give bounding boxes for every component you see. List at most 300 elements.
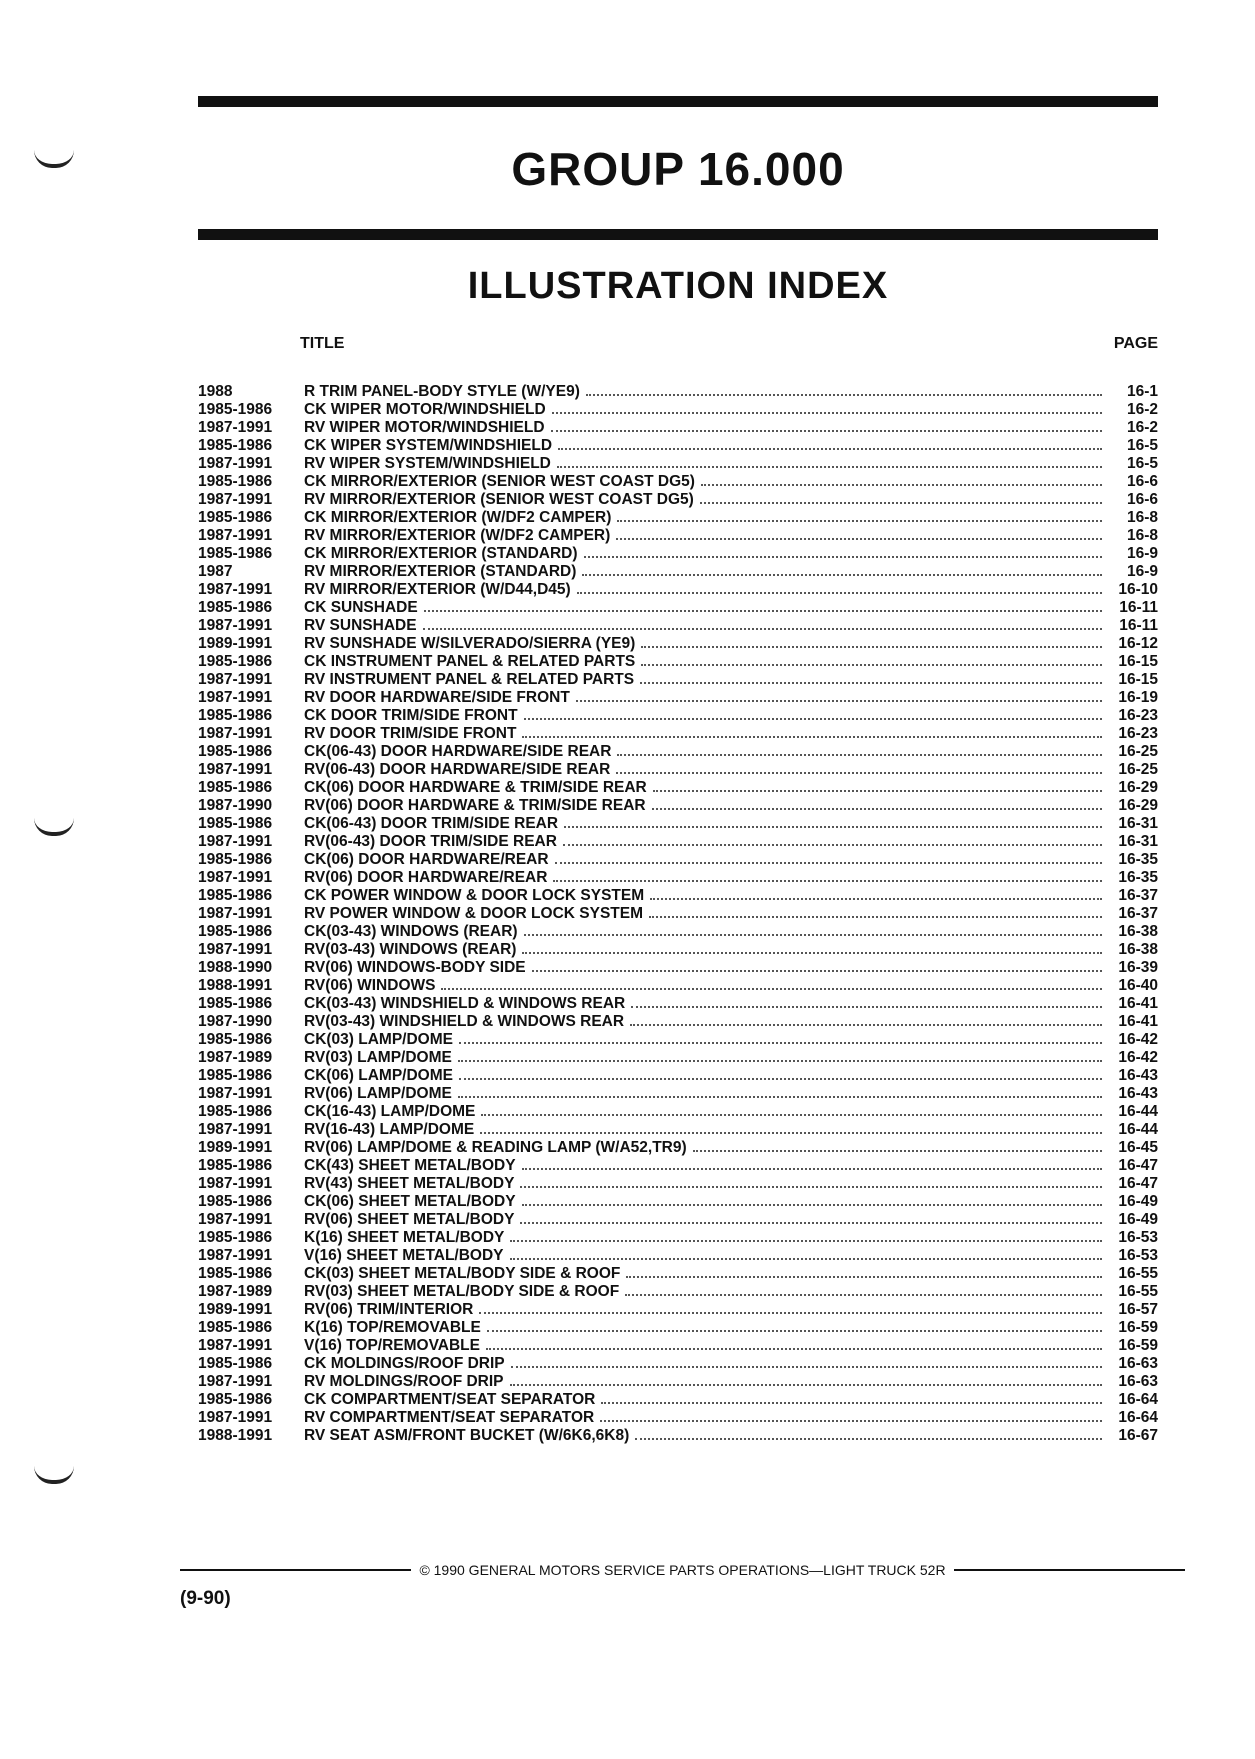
entry-year: 1988-1990 xyxy=(198,959,273,976)
index-entry xyxy=(198,562,1158,580)
dot-leader xyxy=(459,1066,1102,1080)
entry-title: CK(06) SHEET METAL/BODY xyxy=(304,1193,516,1210)
entry-page: 16-59 xyxy=(1118,1337,1158,1354)
index-entry xyxy=(198,742,1158,760)
dot-leader xyxy=(522,1192,1102,1206)
dot-leader xyxy=(563,832,1102,846)
entry-title: RV DOOR TRIM/SIDE FRONT xyxy=(304,725,517,742)
dot-leader xyxy=(652,796,1102,810)
entry-title: CK MIRROR/EXTERIOR (STANDARD) xyxy=(304,545,578,562)
entry-year: 1987-1991 xyxy=(198,905,273,922)
entry-title: RV(06-43) DOOR TRIM/SIDE REAR xyxy=(304,833,557,850)
entry-title: CK DOOR TRIM/SIDE FRONT xyxy=(304,707,518,724)
index-entry xyxy=(198,1300,1158,1318)
index-entry xyxy=(198,922,1158,940)
dot-leader xyxy=(532,958,1102,972)
entry-page: 16-29 xyxy=(1118,797,1158,814)
punch-hole-mark xyxy=(34,1466,74,1484)
entry-year: 1985-1986 xyxy=(198,815,273,832)
entry-title: K(16) TOP/REMOVABLE xyxy=(304,1319,481,1336)
entry-year: 1987-1991 xyxy=(198,671,273,688)
dot-leader xyxy=(487,1318,1102,1332)
entry-title: CK SUNSHADE xyxy=(304,599,418,616)
entry-title: CK(03-43) WINDOWS (REAR) xyxy=(304,923,518,940)
entry-year: 1985-1986 xyxy=(198,1067,273,1084)
entry-year: 1987-1991 xyxy=(198,455,273,472)
entry-year: 1985-1986 xyxy=(198,599,273,616)
dot-leader xyxy=(423,616,1102,630)
entry-page: 16-67 xyxy=(1118,1427,1158,1444)
dot-leader xyxy=(617,742,1102,756)
entry-year: 1985-1986 xyxy=(198,1229,273,1246)
dot-leader xyxy=(630,1012,1102,1026)
entry-page: 16-43 xyxy=(1118,1067,1158,1084)
entry-title: RV MOLDINGS/ROOF DRIP xyxy=(304,1373,504,1390)
index-entry xyxy=(198,796,1158,814)
entry-page: 16-9 xyxy=(1126,563,1158,580)
entry-year: 1985-1986 xyxy=(198,1031,273,1048)
dot-leader xyxy=(481,1102,1102,1116)
entry-title: RV MIRROR/EXTERIOR (SENIOR WEST COAST DG5) xyxy=(304,491,694,508)
entry-page: 16-38 xyxy=(1118,941,1158,958)
entry-year: 1985-1986 xyxy=(198,1319,273,1336)
entry-title: RV MIRROR/EXTERIOR (W/DF2 CAMPER) xyxy=(304,527,611,544)
dot-leader xyxy=(631,994,1102,1008)
index-entry xyxy=(198,940,1158,958)
punch-hole-mark xyxy=(34,818,74,836)
index-entry xyxy=(198,1102,1158,1120)
index-entry xyxy=(198,634,1158,652)
entry-page: 16-23 xyxy=(1118,707,1158,724)
index-entry xyxy=(198,616,1158,634)
entry-title: RV(06) DOOR HARDWARE/REAR xyxy=(304,869,548,886)
entry-year: 1985-1986 xyxy=(198,653,273,670)
dot-leader xyxy=(577,580,1102,594)
entry-title: CK POWER WINDOW & DOOR LOCK SYSTEM xyxy=(304,887,645,904)
entry-page: 16-25 xyxy=(1118,761,1158,778)
footer-rule-right xyxy=(954,1569,1185,1571)
entry-title: CK MIRROR/EXTERIOR (W/DF2 CAMPER) xyxy=(304,509,612,526)
entry-year: 1985-1986 xyxy=(198,779,273,796)
dot-leader xyxy=(616,760,1102,774)
entry-year: 1987 xyxy=(198,563,233,580)
entry-page: 16-55 xyxy=(1118,1265,1158,1282)
entry-year: 1985-1986 xyxy=(198,851,273,868)
entry-title: RV DOOR HARDWARE/SIDE FRONT xyxy=(304,689,570,706)
entry-page: 16-29 xyxy=(1118,779,1158,796)
dot-leader xyxy=(640,670,1102,684)
entry-page: 16-31 xyxy=(1118,833,1158,850)
index-entry xyxy=(198,1012,1158,1030)
entry-page: 16-37 xyxy=(1118,887,1158,904)
group-title: GROUP 16.000 xyxy=(511,143,845,195)
dot-leader xyxy=(641,652,1102,666)
dot-leader xyxy=(557,454,1102,468)
index-entry xyxy=(198,382,1158,400)
entry-year: 1987-1991 xyxy=(198,869,273,886)
entry-title: RV(03) SHEET METAL/BODY SIDE & ROOF xyxy=(304,1283,620,1300)
entry-year: 1987-1991 xyxy=(198,689,273,706)
entry-title: CK(06) DOOR HARDWARE/REAR xyxy=(304,851,549,868)
dot-leader xyxy=(479,1300,1102,1314)
index-entry xyxy=(198,1408,1158,1426)
entry-year: 1987-1991 xyxy=(198,1085,273,1102)
dot-leader xyxy=(649,904,1102,918)
entry-page: 16-41 xyxy=(1118,1013,1158,1030)
dot-leader xyxy=(486,1336,1102,1350)
entry-year: 1989-1991 xyxy=(198,1139,273,1156)
entry-year: 1989-1991 xyxy=(198,1301,273,1318)
entry-year: 1987-1991 xyxy=(198,1211,273,1228)
entry-page: 16-10 xyxy=(1118,581,1158,598)
dot-leader xyxy=(551,418,1102,432)
entry-page: 16-64 xyxy=(1118,1391,1158,1408)
entry-page: 16-39 xyxy=(1118,959,1158,976)
entry-title: RV(06) DOOR HARDWARE & TRIM/SIDE REAR xyxy=(304,797,646,814)
dot-leader xyxy=(576,688,1102,702)
entry-year: 1988-1991 xyxy=(198,977,273,994)
entry-title: CK(06) DOOR HARDWARE & TRIM/SIDE REAR xyxy=(304,779,647,796)
entry-title: CK WIPER SYSTEM/WINDSHIELD xyxy=(304,437,553,454)
index-entry xyxy=(198,868,1158,886)
entry-page: 16-11 xyxy=(1119,617,1158,634)
entry-page: 16-53 xyxy=(1118,1229,1158,1246)
entry-page: 16-40 xyxy=(1118,977,1158,994)
entry-year: 1985-1986 xyxy=(198,743,273,760)
entry-year: 1985-1986 xyxy=(198,1157,273,1174)
entry-year: 1987-1991 xyxy=(198,1121,273,1138)
index-entry xyxy=(198,1282,1158,1300)
entry-year: 1985-1986 xyxy=(198,1265,273,1282)
index-entry xyxy=(198,1084,1158,1102)
index-entry xyxy=(198,1354,1158,1372)
entry-title: CK(06-43) DOOR HARDWARE/SIDE REAR xyxy=(304,743,612,760)
index-entry xyxy=(198,1120,1158,1138)
entry-year: 1985-1986 xyxy=(198,1103,273,1120)
entry-title: RV(06) SHEET METAL/BODY xyxy=(304,1211,515,1228)
entry-page: 16-9 xyxy=(1126,545,1158,562)
entry-page: 16-5 xyxy=(1126,455,1158,472)
entry-title: RV(16-43) LAMP/DOME xyxy=(304,1121,475,1138)
entry-year: 1985-1986 xyxy=(198,509,273,526)
index-entry xyxy=(198,1246,1158,1264)
index-entry xyxy=(198,526,1158,544)
entry-title: CK(03) SHEET METAL/BODY SIDE & ROOF xyxy=(304,1265,621,1282)
entry-title: CK(06) LAMP/DOME xyxy=(304,1067,453,1084)
entry-year: 1987-1991 xyxy=(198,419,273,436)
dot-leader xyxy=(635,1426,1102,1440)
entry-page: 16-2 xyxy=(1126,401,1158,418)
entry-page: 16-6 xyxy=(1126,491,1158,508)
index-entry xyxy=(198,724,1158,742)
dot-leader xyxy=(564,814,1102,828)
entry-page: 16-55 xyxy=(1118,1283,1158,1300)
entry-title: CK(03-43) WINDSHIELD & WINDOWS REAR xyxy=(304,995,626,1012)
entry-page: 16-42 xyxy=(1118,1049,1158,1066)
index-entry xyxy=(198,778,1158,796)
entry-page: 16-49 xyxy=(1118,1193,1158,1210)
entry-year: 1985-1986 xyxy=(198,401,273,418)
entry-page: 16-49 xyxy=(1118,1211,1158,1228)
entry-title: RV MIRROR/EXTERIOR (W/D44,D45) xyxy=(304,581,571,598)
entry-title: CK(16-43) LAMP/DOME xyxy=(304,1103,476,1120)
dot-leader xyxy=(458,1048,1102,1062)
entry-page: 16-59 xyxy=(1118,1319,1158,1336)
entry-year: 1987-1990 xyxy=(198,797,273,814)
dot-leader xyxy=(510,1228,1102,1242)
index-entry xyxy=(198,706,1158,724)
entry-year: 1985-1986 xyxy=(198,1193,273,1210)
dot-leader xyxy=(424,598,1102,612)
index-entry xyxy=(198,760,1158,778)
entry-year: 1985-1986 xyxy=(198,473,273,490)
entry-year: 1987-1991 xyxy=(198,1337,273,1354)
entry-title: RV INSTRUMENT PANEL & RELATED PARTS xyxy=(304,671,635,688)
index-entry xyxy=(198,1426,1158,1444)
entry-page: 16-41 xyxy=(1118,995,1158,1012)
entry-page: 16-8 xyxy=(1126,527,1158,544)
index-entry xyxy=(198,436,1158,454)
index-entry xyxy=(198,1192,1158,1210)
entry-title: RV(06-43) DOOR HARDWARE/SIDE REAR xyxy=(304,761,611,778)
dot-leader xyxy=(693,1138,1102,1152)
entry-page: 16-19 xyxy=(1118,689,1158,706)
entry-year: 1988 xyxy=(198,383,233,400)
dot-leader xyxy=(459,1030,1102,1044)
entry-title: RV MIRROR/EXTERIOR (STANDARD) xyxy=(304,563,577,580)
entry-year: 1985-1986 xyxy=(198,545,273,562)
entry-title: K(16) SHEET METAL/BODY xyxy=(304,1229,505,1246)
index-entry xyxy=(198,1318,1158,1336)
index-title: ILLUSTRATION INDEX xyxy=(467,265,889,307)
page-code: (9-90) xyxy=(180,1588,231,1609)
dot-leader xyxy=(625,1282,1102,1296)
entry-title: RV SUNSHADE W/SILVERADO/SIERRA (YE9) xyxy=(304,635,636,652)
dot-leader xyxy=(558,436,1102,450)
entry-page: 16-1 xyxy=(1126,383,1158,400)
entry-year: 1985-1986 xyxy=(198,995,273,1012)
index-entry xyxy=(198,1174,1158,1192)
entry-title: CK MOLDINGS/ROOF DRIP xyxy=(304,1355,505,1372)
index-entry xyxy=(198,886,1158,904)
index-entry xyxy=(198,1336,1158,1354)
dot-leader xyxy=(600,1408,1102,1422)
middle-rule xyxy=(198,229,1158,240)
entry-page: 16-42 xyxy=(1118,1031,1158,1048)
entry-year: 1987-1991 xyxy=(198,617,273,634)
entry-page: 16-25 xyxy=(1118,743,1158,760)
dot-leader xyxy=(524,922,1102,936)
entry-title: R TRIM PANEL-BODY STYLE (W/YE9) xyxy=(304,383,580,400)
entry-year: 1985-1986 xyxy=(198,1391,273,1408)
entry-page: 16-63 xyxy=(1118,1373,1158,1390)
dot-leader xyxy=(458,1084,1102,1098)
entry-title: CK COMPARTMENT/SEAT SEPARATOR xyxy=(304,1391,596,1408)
index-entry xyxy=(198,904,1158,922)
entry-page: 16-63 xyxy=(1118,1355,1158,1372)
index-entry xyxy=(198,1156,1158,1174)
entry-year: 1987-1991 xyxy=(198,1409,273,1426)
entry-title: RV SEAT ASM/FRONT BUCKET (W/6K6,6K8) xyxy=(304,1427,630,1444)
index-entry xyxy=(198,454,1158,472)
entry-title: V(16) SHEET METAL/BODY xyxy=(304,1247,504,1264)
dot-leader xyxy=(520,1174,1102,1188)
dot-leader xyxy=(441,976,1102,990)
index-entry xyxy=(198,1030,1158,1048)
dot-leader xyxy=(653,778,1102,792)
punch-hole-mark xyxy=(34,150,74,168)
index-entry xyxy=(198,850,1158,868)
dot-leader xyxy=(522,940,1102,954)
entry-year: 1987-1991 xyxy=(198,941,273,958)
entry-page: 16-64 xyxy=(1118,1409,1158,1426)
entry-page: 16-23 xyxy=(1118,725,1158,742)
index-entry xyxy=(198,1228,1158,1246)
entry-title: CK(03) LAMP/DOME xyxy=(304,1031,453,1048)
index-entry xyxy=(198,1048,1158,1066)
entry-page: 16-57 xyxy=(1118,1301,1158,1318)
entry-year: 1987-1991 xyxy=(198,1175,273,1192)
entry-page: 16-44 xyxy=(1118,1103,1158,1120)
index-entry xyxy=(198,418,1158,436)
entry-page: 16-31 xyxy=(1118,815,1158,832)
index-entry xyxy=(198,652,1158,670)
dot-leader xyxy=(524,706,1102,720)
entry-year: 1985-1986 xyxy=(198,887,273,904)
entry-year: 1987-1991 xyxy=(198,1373,273,1390)
entry-title: CK(06-43) DOOR TRIM/SIDE REAR xyxy=(304,815,559,832)
index-entry xyxy=(198,1138,1158,1156)
dot-leader xyxy=(626,1264,1102,1278)
entry-year: 1987-1991 xyxy=(198,761,273,778)
entry-page: 16-47 xyxy=(1118,1157,1158,1174)
entry-page: 16-11 xyxy=(1119,599,1158,616)
entry-page: 16-45 xyxy=(1118,1139,1158,1156)
dot-leader xyxy=(601,1390,1102,1404)
dot-leader xyxy=(511,1354,1102,1368)
entry-title: RV(06) LAMP/DOME & READING LAMP (W/A52,TR9) xyxy=(304,1139,687,1156)
index-entry xyxy=(198,1372,1158,1390)
entry-year: 1987-1991 xyxy=(198,581,273,598)
entry-title: RV COMPARTMENT/SEAT SEPARATOR xyxy=(304,1409,595,1426)
entry-page: 16-15 xyxy=(1118,671,1158,688)
entry-year: 1988-1991 xyxy=(198,1427,273,1444)
entry-year: 1987-1989 xyxy=(198,1049,273,1066)
entry-year: 1987-1989 xyxy=(198,1283,273,1300)
entry-year: 1985-1986 xyxy=(198,707,273,724)
entry-title: RV WIPER MOTOR/WINDSHIELD xyxy=(304,419,545,436)
entry-title: RV(03) LAMP/DOME xyxy=(304,1049,452,1066)
copyright-text: © 1990 GENERAL MOTORS SERVICE PARTS OPERATIONS—LIGHT TRUCK 52R xyxy=(419,1562,946,1578)
index-entry xyxy=(198,472,1158,490)
entry-page: 16-35 xyxy=(1118,851,1158,868)
index-entry xyxy=(198,832,1158,850)
entry-page: 16-35 xyxy=(1118,869,1158,886)
index-entry xyxy=(198,670,1158,688)
entry-title: RV(06) WINDOWS xyxy=(304,977,436,994)
entry-page: 16-47 xyxy=(1118,1175,1158,1192)
entry-page: 16-2 xyxy=(1126,419,1158,436)
index-entry xyxy=(198,598,1158,616)
entry-year: 1987-1990 xyxy=(198,1013,273,1030)
dot-leader xyxy=(510,1246,1102,1260)
entry-year: 1985-1986 xyxy=(198,1355,273,1372)
dot-leader xyxy=(520,1210,1102,1224)
entry-title: CK WIPER MOTOR/WINDSHIELD xyxy=(304,401,546,418)
dot-leader xyxy=(586,382,1102,396)
index-entry xyxy=(198,490,1158,508)
entry-title: RV(03-43) WINDSHIELD & WINDOWS REAR xyxy=(304,1013,625,1030)
index-entry xyxy=(198,544,1158,562)
entry-year: 1985-1986 xyxy=(198,923,273,940)
entry-title: RV(06) WINDOWS-BODY SIDE xyxy=(304,959,526,976)
dot-leader xyxy=(641,634,1102,648)
entry-title: RV WIPER SYSTEM/WINDSHIELD xyxy=(304,455,551,472)
entry-year: 1989-1991 xyxy=(198,635,273,652)
entry-year: 1987-1991 xyxy=(198,833,273,850)
entry-page: 16-44 xyxy=(1118,1121,1158,1138)
dot-leader xyxy=(617,508,1102,522)
entry-title: CK MIRROR/EXTERIOR (SENIOR WEST COAST DG5) xyxy=(304,473,695,490)
entry-title: CK INSTRUMENT PANEL & RELATED PARTS xyxy=(304,653,636,670)
dot-leader xyxy=(480,1120,1102,1134)
entry-year: 1987-1991 xyxy=(198,1247,273,1264)
dot-leader xyxy=(555,850,1102,864)
column-header-page: PAGE xyxy=(1113,335,1158,352)
index-entry xyxy=(198,994,1158,1012)
column-header-title: TITLE xyxy=(300,335,345,352)
entry-page: 16-43 xyxy=(1118,1085,1158,1102)
index-entry xyxy=(198,400,1158,418)
entry-title: V(16) TOP/REMOVABLE xyxy=(304,1337,480,1354)
index-entry xyxy=(198,688,1158,706)
dot-leader xyxy=(701,472,1102,486)
index-entry xyxy=(198,958,1158,976)
top-rule xyxy=(198,96,1158,107)
entry-title: RV(06) TRIM/INTERIOR xyxy=(304,1301,474,1318)
dot-leader xyxy=(510,1372,1102,1386)
footer-rule-left xyxy=(180,1569,411,1571)
entry-page: 16-37 xyxy=(1118,905,1158,922)
entry-title: CK(43) SHEET METAL/BODY xyxy=(304,1157,516,1174)
dot-leader xyxy=(522,1156,1102,1170)
entry-page: 16-6 xyxy=(1126,473,1158,490)
entry-year: 1987-1991 xyxy=(198,491,273,508)
entry-title: RV(06) LAMP/DOME xyxy=(304,1085,452,1102)
entry-page: 16-38 xyxy=(1118,923,1158,940)
entry-title: RV(03-43) WINDOWS (REAR) xyxy=(304,941,517,958)
dot-leader xyxy=(584,544,1102,558)
dot-leader xyxy=(522,724,1102,738)
index-entry xyxy=(198,1210,1158,1228)
index-entry xyxy=(198,580,1158,598)
index-entry xyxy=(198,1390,1158,1408)
entry-title: RV POWER WINDOW & DOOR LOCK SYSTEM xyxy=(304,905,643,922)
index-entry xyxy=(198,814,1158,832)
entry-year: 1987-1991 xyxy=(198,725,273,742)
dot-leader xyxy=(553,868,1102,882)
entry-year: 1987-1991 xyxy=(198,527,273,544)
dot-leader xyxy=(650,886,1102,900)
dot-leader xyxy=(616,526,1102,540)
index-entry xyxy=(198,508,1158,526)
entry-page: 16-5 xyxy=(1126,437,1158,454)
entry-year: 1985-1986 xyxy=(198,437,273,454)
dot-leader xyxy=(582,562,1102,576)
entry-title: RV SUNSHADE xyxy=(304,617,417,634)
index-entry xyxy=(198,1066,1158,1084)
entry-title: RV(43) SHEET METAL/BODY xyxy=(304,1175,515,1192)
